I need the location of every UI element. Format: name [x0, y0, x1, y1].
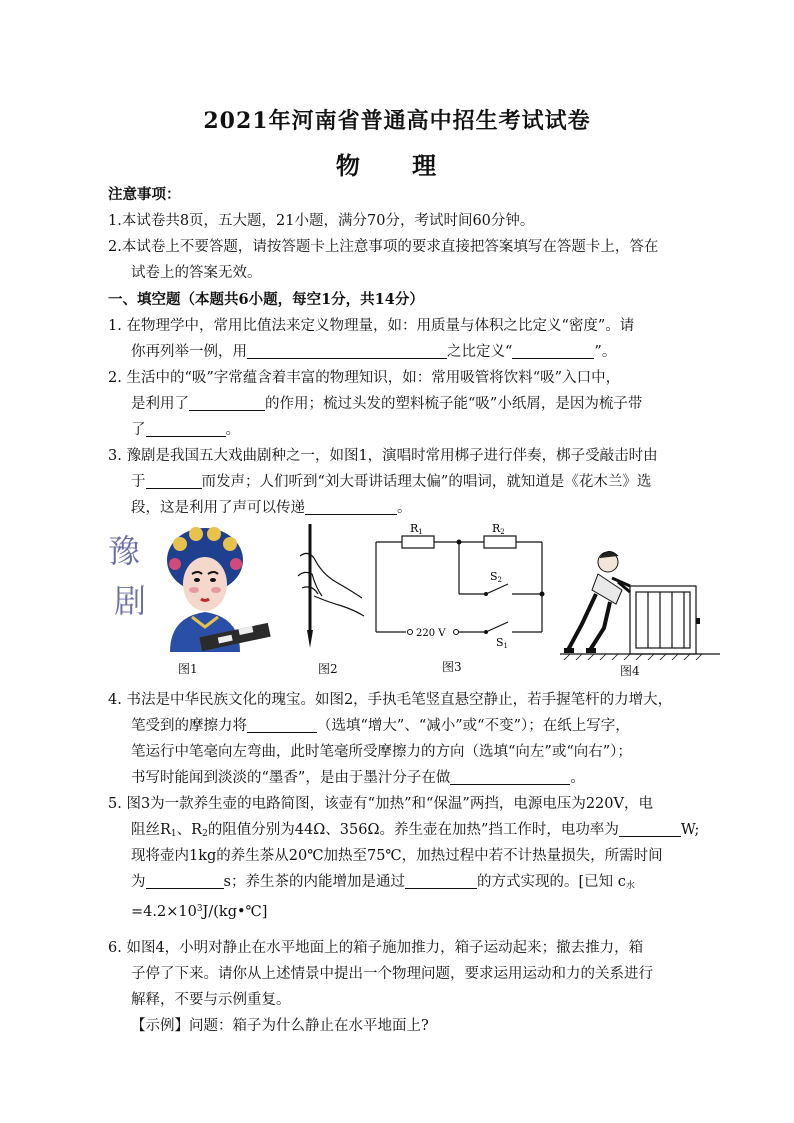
section-heading: 一、填空题（本题共6小题，每空1分，共14分）	[108, 291, 424, 308]
q5-text: 、R	[176, 822, 203, 838]
figure-4-push-box-image	[560, 542, 720, 660]
question-4-line-2	[131, 714, 630, 735]
notice-item-2-cont: 试卷上的答案无效。	[131, 265, 262, 281]
s1-label: S1	[496, 636, 509, 650]
q3-text: 段，这是利用了声可以传递	[131, 500, 305, 516]
q4-text: 书写时能闻到淡淡的“墨香”，是由于墨汁分子在做	[131, 770, 451, 786]
question-6-example: 【示例】问题：箱子为什么静止在水平地面上?	[131, 1018, 429, 1034]
question-3-line-2	[131, 470, 651, 491]
figure-2-brush-image	[296, 522, 366, 652]
q5-superscript: 3	[196, 904, 203, 914]
question-2-line-1: 2. 生活中的“吸”字常蕴含着丰富的物理知识，如：常用吸管将饮料“吸”入口中，	[108, 370, 621, 386]
figure-1-opera-image	[100, 522, 280, 652]
q2-text: 是利用了	[131, 396, 189, 412]
question-5-line-4	[131, 870, 635, 891]
answer-blank	[512, 343, 594, 359]
question-2-line-3	[131, 418, 240, 439]
figure-2-caption: 图2	[318, 662, 338, 676]
q5-text: =4.2×10	[131, 904, 197, 920]
subject-title: 物 理	[335, 151, 459, 180]
figure-4-caption: 图4	[620, 664, 640, 678]
r2-label: R2	[492, 522, 505, 536]
question-2-line-2	[131, 392, 642, 413]
question-6-line-2: 子停了下来。请你从上述情景中提出一个物理问题，要求运用运动和力的关系进行	[131, 966, 653, 982]
notice-heading: 注意事项：	[108, 186, 181, 203]
answer-blank	[450, 769, 570, 785]
q5-text: 的阻值分别为44Ω、356Ω。养生壶在加热”挡工作时，电功率为	[207, 822, 619, 838]
question-1-line-2	[131, 340, 616, 361]
q5-subscript: 2	[202, 829, 208, 839]
figure-3-caption: 图3	[442, 660, 462, 674]
q1-text: ”。	[594, 344, 617, 360]
answer-blank	[305, 499, 397, 515]
answer-blank	[405, 873, 477, 889]
answer-blank	[146, 421, 226, 437]
fig1-char-1: 豫	[108, 532, 141, 570]
answer-blank	[146, 473, 202, 489]
notice-item-1: 1.本试卷共8页，五大题，21小题，满分70分，考试时间60分钟。	[108, 213, 535, 229]
q1-text: 你再列举一例，用	[131, 344, 247, 360]
answer-blank	[247, 717, 317, 733]
q5-text: 为	[131, 874, 146, 890]
question-4-line-3: 笔运行中笔毫向左弯曲，此时笔毫所受摩擦力的方向（选填“向左”或“向右”）；	[131, 744, 632, 760]
answer-blank	[247, 343, 447, 359]
ground-hatch	[564, 654, 702, 660]
q5-subscript: 水	[625, 881, 635, 891]
question-3-line-1: 3. 豫剧是我国五大戏曲剧种之一，如图1，演唱时常用梆子进行伴奏，梆子受敲击时由	[108, 448, 658, 464]
figure-1-caption: 图1	[178, 662, 198, 676]
s2-label: S2	[490, 570, 503, 584]
question-4-line-4	[131, 766, 585, 787]
q2-text: 的作用；梳过头发的塑料梳子能“吸”小纸屑，是因为梳子带	[265, 396, 643, 412]
figure-3-circuit-diagram	[372, 522, 552, 652]
question-3-line-3	[131, 496, 412, 517]
q4-text: 笔受到的摩擦力将	[131, 718, 247, 734]
q5-text: W;	[680, 822, 700, 838]
notice-item-2: 2.本试卷上不要答题，请按答题卡上注意事项的要求直接把答案填写在答题卡上，答在	[108, 239, 659, 255]
q5-text: s；养生茶的内能增加是通过	[223, 874, 405, 890]
q5-text: 阻丝R	[131, 822, 171, 838]
question-5-line-2	[131, 818, 699, 839]
question-5-line-1: 5. 图3为一款养生壶的电路简图，该壶有“加热”和“保温”两挡，电源电压为220V，电	[108, 796, 653, 812]
q5-text: J/(kg•℃]	[202, 904, 268, 920]
q4-text: 。	[570, 770, 585, 786]
question-5-line-3: 现将壶内1kg的养生茶从20℃加热至75℃，加热过程中若不计热量损失，所需时间	[131, 848, 663, 864]
q2-text: 。	[225, 422, 240, 438]
question-5-line-5	[131, 904, 267, 920]
q5-text: 的方式实现的。[已知 c	[476, 874, 626, 890]
exam-title: 2021年河南省普通高中招生考试试卷	[203, 108, 591, 134]
q3-text: 。	[397, 500, 412, 516]
r1-label: R1	[410, 522, 423, 536]
q3-text: 而发声；人们听到“刘大哥讲话理太偏”的唱词，就知道是《花木兰》选	[201, 474, 652, 490]
voltage-label: 220 V	[416, 628, 446, 639]
question-1-line-1: 1. 在物理学中，常用比值法来定义物理量，如：用质量与体积之比定义“密度”。请	[108, 318, 635, 334]
fig1-char-2: 剧	[114, 582, 147, 620]
question-6-line-3: 解释，不要与示例重复。	[131, 992, 291, 1008]
q1-text: 之比定义“	[447, 344, 513, 360]
q4-text: （选填“增大”、“减小”或“不变”）；在纸上写字，	[317, 718, 630, 734]
question-6-line-1: 6. 如图4，小明对静止在水平地面上的箱子施加推力，箱子运动起来；撤去推力，箱	[108, 940, 644, 956]
answer-blank	[619, 821, 681, 837]
q5-subscript: 1	[170, 829, 177, 839]
question-4-line-1: 4. 书法是中华民族文化的瑰宝。如图2，手执毛笔竖直悬空静止，若手握笔杆的力增大，	[108, 692, 673, 708]
q3-text: 于	[131, 474, 146, 490]
figures-row	[100, 522, 720, 682]
answer-blank	[146, 873, 224, 889]
q2-text: 了	[131, 422, 146, 438]
answer-blank	[189, 395, 265, 411]
